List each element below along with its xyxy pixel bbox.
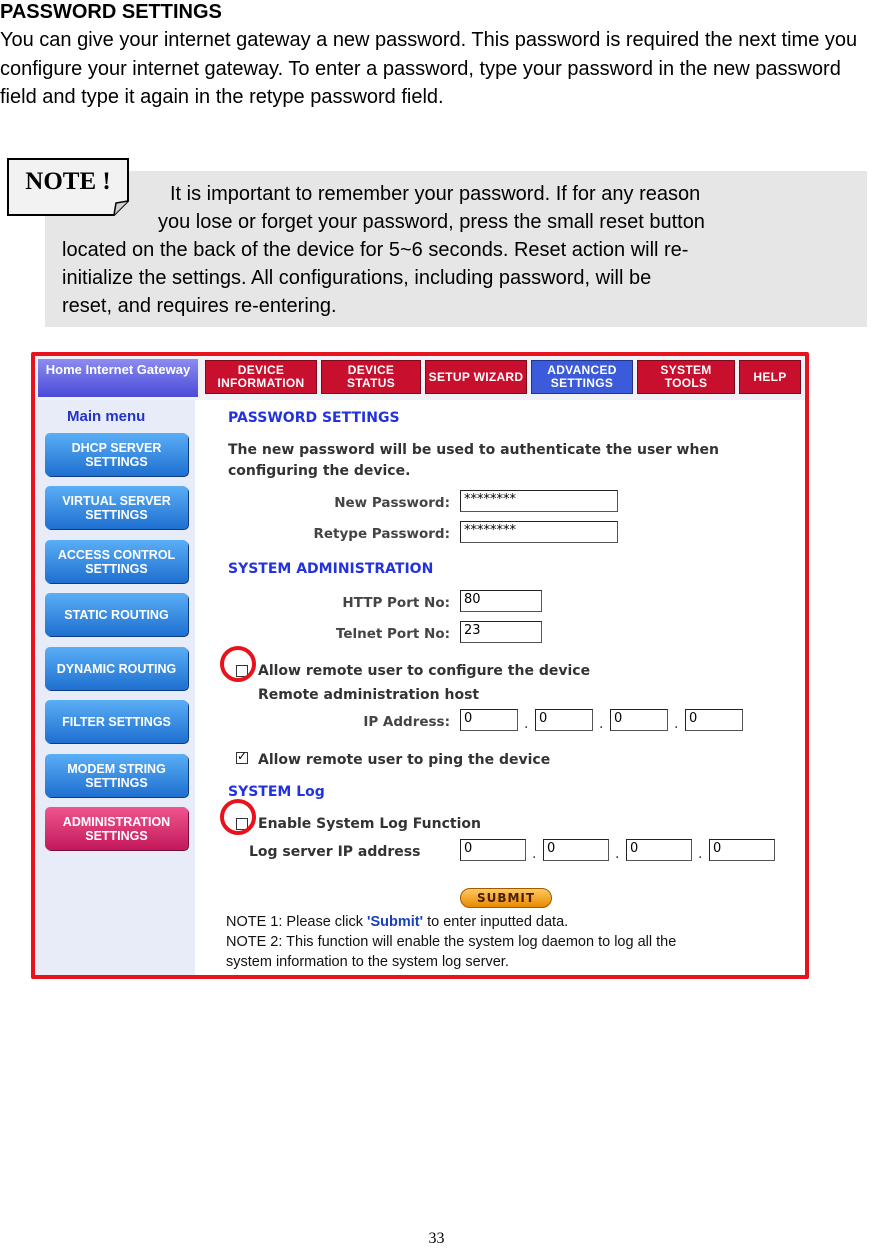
ip-separator: .: [524, 716, 529, 732]
remote-ip-octet[interactable]: 0: [685, 709, 743, 731]
new-password-input[interactable]: ********: [460, 490, 618, 512]
log-server-label: Log server IP address: [249, 844, 421, 860]
top-navigation: [35, 356, 805, 400]
tab-help[interactable]: HELP: [739, 360, 801, 394]
remote-config-label: Allow remote user to configure the device: [258, 663, 591, 679]
telnet-port-label: Telnet Port No:: [335, 626, 450, 642]
page-number: 33: [428, 1230, 445, 1247]
password-settings-heading: PASSWORD SETTINGS: [228, 410, 400, 426]
intro-paragraph: You can give your internet gateway a new password. This password is required the next time you configure your internet gateway. To enter a password, type your password in the new password field and type it again in the retype password field.: [0, 29, 858, 108]
retype-password-label: Retype Password:: [313, 526, 450, 542]
log-ip-octet[interactable]: 0: [626, 839, 692, 861]
main-menu-title: Main menu: [67, 408, 146, 425]
system-log-heading: SYSTEM Log: [228, 784, 325, 800]
note-1-prefix: NOTE 1: Please click: [226, 914, 368, 930]
tab-setup-wizard[interactable]: SETUP WIZARD: [425, 360, 527, 394]
sidebar-item-static-routing[interactable]: STATIC ROUTING: [45, 593, 188, 636]
note-2-line-2: system information to the system log server.: [226, 954, 509, 970]
ping-label: Allow remote user to ping the device: [258, 752, 551, 768]
ip-separator: .: [698, 846, 703, 862]
ping-checkbox[interactable]: [236, 752, 248, 764]
logo: Home Internet Gateway: [38, 359, 198, 397]
note-badge-label: NOTE !: [25, 168, 111, 195]
note-text: [62, 180, 842, 320]
note-line: It is important to remember your password. If for any reason: [170, 183, 701, 205]
telnet-port-input[interactable]: 23: [460, 621, 542, 643]
sidebar-item-virtual-server[interactable]: VIRTUAL SERVER SETTINGS: [45, 486, 188, 529]
http-port-input[interactable]: 80: [460, 590, 542, 612]
ip-address-label: IP Address:: [363, 714, 450, 730]
notes-block: [226, 912, 676, 972]
log-ip-octet[interactable]: 0: [709, 839, 775, 861]
note-1-suffix: to enter inputted data.: [423, 914, 569, 930]
note-1-submit-link: 'Submit': [367, 914, 424, 930]
sidebar-item-access-control[interactable]: ACCESS CONTROL SETTINGS: [45, 540, 188, 583]
sidebar-item-dynamic-routing[interactable]: DYNAMIC ROUTING: [45, 647, 188, 690]
sidebar: [35, 400, 195, 975]
highlight-circle-icon: [220, 799, 256, 835]
note-1: [226, 912, 676, 932]
settings-panel: [195, 400, 805, 975]
document-title: PASSWORD SETTINGS: [0, 1, 222, 23]
remote-ip-octet[interactable]: 0: [535, 709, 593, 731]
new-password-label: New Password:: [334, 495, 450, 511]
remote-ip-octet[interactable]: 0: [460, 709, 518, 731]
note-2-line-1: NOTE 2: This function will enable the system log daemon to log all the: [226, 934, 677, 950]
submit-button[interactable]: SUBMIT: [460, 888, 552, 908]
tab-advanced-settings[interactable]: ADVANCED SETTINGS: [531, 360, 633, 394]
log-ip-octet[interactable]: 0: [460, 839, 526, 861]
highlight-circle-icon: [220, 646, 256, 682]
tab-device-information[interactable]: DEVICE INFORMATION: [205, 360, 317, 394]
ip-separator: .: [615, 846, 620, 862]
note-line: located on the back of the device for 5~6 seconds. Reset action will re-: [62, 239, 689, 261]
ip-separator: .: [532, 846, 537, 862]
password-description: The new password will be used to authenticate the user when configuring the device.: [228, 442, 719, 479]
note-line: you lose or forget your password, press the small reset button: [158, 211, 705, 233]
log-ip-octet[interactable]: 0: [543, 839, 609, 861]
system-administration-heading: SYSTEM ADMINISTRATION: [228, 561, 434, 577]
ip-separator: .: [599, 716, 604, 732]
note-line: initialize the settings. All configurations, including password, will be: [62, 267, 652, 289]
sidebar-item-dhcp-server[interactable]: DHCP SERVER SETTINGS: [45, 433, 188, 476]
screenshot-frame: [31, 352, 809, 979]
remote-ip-octet[interactable]: 0: [610, 709, 668, 731]
tab-device-status[interactable]: DEVICE STATUS: [321, 360, 421, 394]
remote-host-label: Remote administration host: [258, 687, 480, 703]
sidebar-item-filter-settings[interactable]: FILTER SETTINGS: [45, 700, 188, 743]
http-port-label: HTTP Port No:: [342, 595, 450, 611]
enable-log-label: Enable System Log Function: [258, 816, 481, 832]
note-line: reset, and requires re-entering.: [62, 295, 337, 317]
ip-separator: .: [674, 716, 679, 732]
tab-system-tools[interactable]: SYSTEM TOOLS: [637, 360, 735, 394]
retype-password-input[interactable]: ********: [460, 521, 618, 543]
sidebar-item-modem-string[interactable]: MODEM STRING SETTINGS: [45, 754, 188, 797]
sidebar-item-administration[interactable]: ADMINISTRATION SETTINGS: [45, 807, 188, 850]
